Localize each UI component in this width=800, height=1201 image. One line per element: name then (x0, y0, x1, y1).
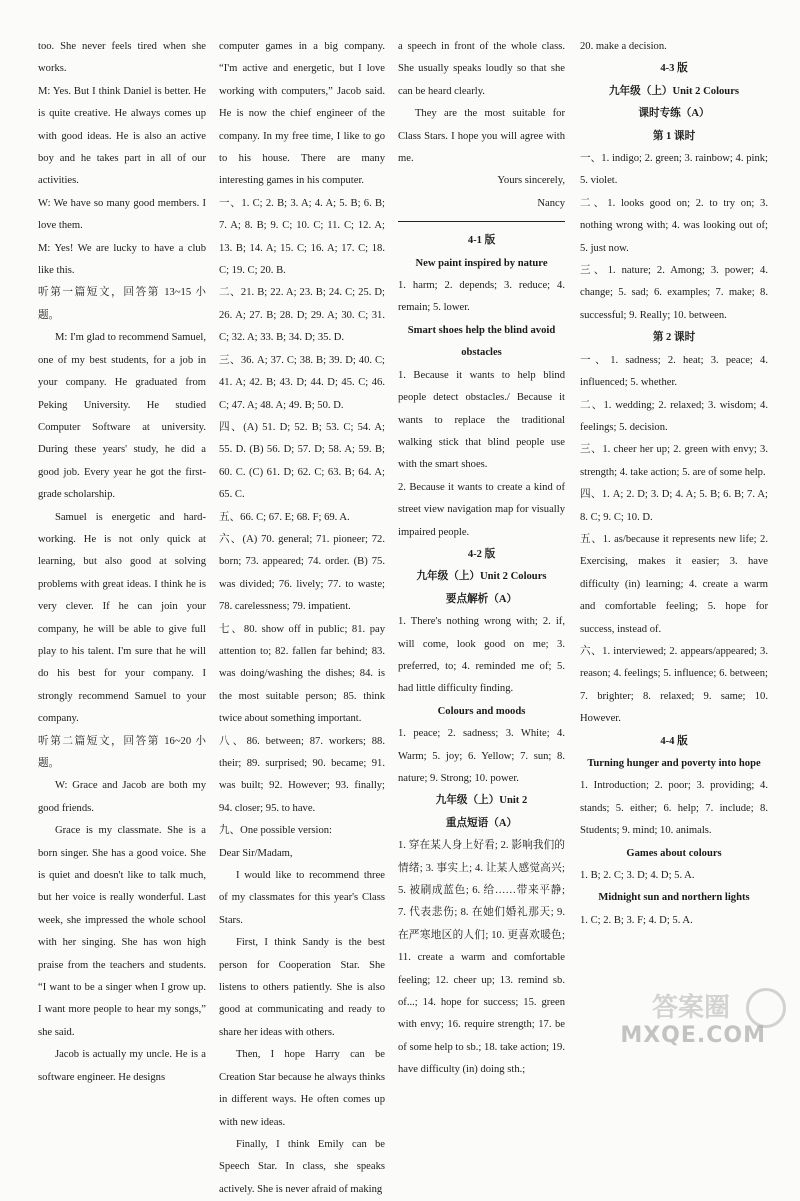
text-paragraph: M: Yes! We are lucky to have a club like this. (38, 242, 206, 277)
section-heading: 4-3 版 (660, 63, 688, 75)
text-paragraph: 六、1. interviewed; 2. appears/appeared; 3. reason; 4. feelings; 5. influence; 6. between; 7. brighter; 8. relaxed; 9. same; 10. However. (580, 645, 768, 725)
column-3 (398, 36, 565, 1082)
text-paragraph: 20. make a decision. (580, 41, 667, 52)
text-paragraph: 1. C; 2. B; 3. F; 4. D; 5. A. (580, 914, 693, 926)
text-paragraph: Nancy (537, 197, 565, 209)
text-paragraph: Jacob is actually my uncle. He is a software engineer. He designs (38, 1049, 206, 1083)
text-paragraph: 四、1. A; 2. D; 3. D; 4. A; 5. B; 6. B; 7. A; 8. C; 9. C; 10. D. (580, 489, 768, 523)
text-paragraph: 二、1. wedding; 2. relaxed; 3. wisdom; 4. feelings; 5. decision. (580, 399, 768, 433)
text-paragraph: Grace is my classmate. She is a born singer. She has a good voice. She is quiet and doesn't like to talk much, but her voice is really wonderful. Last week, she impressed the whole school with her singing. She has won high praise from the teachers and students. “I want to be a singer when I grow up. I want more people to hear my songs,” she said. (38, 825, 206, 1038)
text-paragraph: First, I think Sandy is the best person for Cooperation Star. She listens to others patiently. She is also good at communicating and ready to share her ideas with others. (219, 937, 385, 1038)
text-paragraph: 1. peace; 2. sadness; 3. White; 4. Warm; 5. joy; 6. Yellow; 7. sun; 8. nature; 9. Strong; 10. power. (398, 728, 565, 784)
text-paragraph: 五、66. C; 67. E; 68. F; 69. A. (219, 511, 350, 523)
text-paragraph: 一、1. sadness; 2. heat; 3. peace; 4. influenced; 5. whether. (580, 354, 768, 389)
section-heading: Smart shoes help the blind avoid obstacles (407, 324, 556, 359)
text-paragraph: W: We have so many good members. I love them. (38, 197, 206, 232)
text-paragraph: Yours sincerely, (497, 175, 565, 187)
text-paragraph: Samuel is energetic and hard-working. He is not only quick at learning, but also good at solving problems with great ideas. I think he is very clever. If he can join your company, he will be able to give full play to his talent. I'm sure that he will do his best for your company. I strongly recommend Samuel to your company. (38, 511, 206, 725)
text-paragraph: 六、(A) 70. general; 71. pioneer; 72. born; 73. appeared; 74. order. (B) 75. was divided; 76. lively; 77. to waste; 78. carelessness; 79. impatient. (219, 533, 385, 613)
column-4 (580, 36, 768, 932)
text-paragraph: 三、36. A; 37. C; 38. B; 39. D; 40. C; 41. A; 42. B; 43. D; 44. D; 45. C; 46. C; 47. A; 48. A; 49. B; 50. D. (219, 354, 385, 411)
text-paragraph: 八、86. between; 87. workers; 88. their; 89. surprised; 90. became; 91. was built; 92. However; 93. finally; 94. closer; 95. to have. (219, 735, 385, 814)
text-paragraph: 三、1. nature; 2. Among; 3. power; 4. change; 5. sad; 6. examples; 7. make; 8. successful; 9. Really; 10. between. (580, 265, 768, 321)
text-paragraph: 七、80. show off in public; 81. pay attention to; 82. fallen far behind; 83. was doing/washing the dishes; 84. is the most suitable person; 85. think twice about something important. (219, 623, 385, 725)
column-2 (219, 36, 385, 1201)
section-heading: 4-1 版 (467, 235, 496, 247)
section-heading: 4-2 版 (467, 548, 496, 560)
section-heading: 4-4 版 (660, 735, 688, 747)
text-paragraph: computer games in a big company. “I'm active and energetic, but I love working with computers,” Jacob said. He is now the chief engineer of the company. In my free time, I like to go to his house. There are many interesting games in his computer. (219, 41, 385, 187)
text-paragraph: 二、1. looks good on; 2. to try on; 3. nothing wrong with; 4. was looking out of; 5. just now. (580, 197, 768, 254)
text-paragraph: 四、(A) 51. D; 52. B; 53. C; 54. A; 55. D. (B) 56. D; 57. D; 58. A; 59. B; 60. C. (C) 61. D; 62. C; 63. B; 64. A; 65. C. (219, 421, 385, 501)
section-divider (398, 221, 565, 222)
section-heading: 九年级（上）Unit 2 Colours (416, 571, 547, 583)
section-heading: 第 2 课时 (652, 332, 696, 344)
text-paragraph: 1. There's nothing wrong with; 2. if, will come, look good on me; 3. preferred, to; 4. reminded me of; 5. had little difficulty finding. (398, 616, 565, 695)
text-paragraph: W: Grace and Jacob are both my good friends. (38, 780, 206, 814)
text-paragraph: 1. harm; 2. depends; 3. reduce; 4. remain; 5. lower. (398, 280, 565, 314)
text-paragraph: M: I'm glad to recommend Samuel, one of my best students, for a job in your company. He graduated from Peking University. He studied Computer Software at university. During these years' study, he did a good job. Every year he got the first-grade scholarship. (38, 332, 206, 501)
watermark-url: MXQE.COM (620, 1023, 766, 1048)
text-paragraph: 一、1. indigo; 2. green; 3. rainbow; 4. pink; 5. violet. (580, 153, 768, 187)
text-paragraph: too. She never feels tired when she works. (38, 41, 206, 75)
section-heading: 第 1 课时 (652, 130, 696, 142)
text-paragraph: 1. Because it wants to help blind people detect obstacles./ Because it wants to replace the traditional walking stick that blind people use with the smart shoes. (398, 369, 565, 471)
text-paragraph: 1. Introduction; 2. poor; 3. providing; 4. stands; 5. either; 6. help; 7. include; 8. Students; 9. mind; 10. animals. (580, 780, 768, 837)
section-heading: New paint inspired by nature (415, 257, 548, 269)
watermark-chinese: 答案圈 (651, 993, 730, 1023)
text-paragraph: 1. 穿在某人身上好看; 2. 影响我们的情绪; 3. 事实上; 4. 让某人感觉高兴; 5. 被刷成蓝色; 6. 给……带来平静; 7. 代表悲伤; 8. 在她们婚礼那天; 9. 在严寒地区的人们; 10. 更喜欢暖色; 11. create a warm and comfortable feeling; 12. cheer up; 13. remind sb. of...; 14. hope for success; 15. green with envy; 16. require strength; 17. be of some help to sb.; 18. take action; 19. have difficulty (in) doing sth.; (398, 840, 565, 1076)
section-heading: Turning hunger and poverty into hope (587, 758, 761, 769)
section-heading: 要点解析（A） (445, 593, 518, 605)
text-paragraph: 九、One possible version: (219, 825, 332, 837)
text-paragraph: 五、1. as/because it represents new life; 2. Exercising, makes it easier; 3. have difficulty (in) learning; 4. create a warm and comfortable feeling; 5. hope for success, instead of. (580, 533, 768, 635)
watermark-logo (746, 988, 786, 1028)
section-heading: 九年级（上）Unit 2 (435, 795, 528, 807)
text-paragraph: Then, I hope Harry can be Creation Star because he always thinks in different ways. He often comes up with new ideas. (219, 1049, 385, 1128)
section-heading: 重点短语（A） (445, 817, 518, 829)
text-paragraph: 听第二篇短文，回答第 16~20 小题。 (38, 735, 206, 769)
text-paragraph: Dear Sir/Madam, (219, 847, 293, 859)
text-paragraph: I would like to recommend three of my classmates for this year's Class Stars. (219, 870, 385, 926)
column-1 (38, 36, 206, 1089)
section-heading: 课时专练（A） (638, 108, 710, 120)
text-paragraph: 三、1. cheer her up; 2. green with envy; 3. strength; 4. take action; 5. are of some help. (580, 444, 768, 478)
text-paragraph: They are the most suitable for Class Stars. I hope you will agree with me. (398, 108, 565, 165)
section-heading: 九年级（上）Unit 2 Colours (608, 85, 740, 97)
text-paragraph: M: Yes. But I think Daniel is better. He is quite creative. He always comes up with good ideas. He is also an active boy and he takes part in all of our activities. (38, 85, 206, 187)
text-paragraph: 2. Because it wants to create a kind of street view navigation map for visually impaired people. (398, 481, 565, 538)
text-paragraph: Finally, I think Emily can be Speech Star. In class, she speaks actively. She is never afraid of making (219, 1138, 385, 1195)
section-heading: Games about colours (626, 847, 722, 859)
section-heading: Colours and moods (437, 705, 526, 717)
text-paragraph: 一、1. C; 2. B; 3. A; 4. A; 5. B; 6. B; 7. A; 8. B; 9. C; 10. C; 11. C; 12. A; 13. B; 14. A; 15. C; 16. A; 17. C; 18. C; 19. C; 20. B. (219, 197, 385, 277)
text-paragraph: 1. B; 2. C; 3. D; 4. D; 5. A. (580, 870, 695, 882)
text-paragraph: 听第一篇短文，回答第 13~15 小题。 (38, 287, 206, 321)
text-paragraph: 二、21. B; 22. A; 23. B; 24. C; 25. D; 26. A; 27. B; 28. D; 29. A; 30. C; 31. C; 32. A; 33. B; 34. D; 35. D. (219, 287, 385, 344)
text-paragraph: a speech in front of the whole class. She usually speaks loudly so that she can be heard clearly. (398, 41, 565, 97)
section-heading: Midnight sun and northern lights (598, 892, 750, 904)
